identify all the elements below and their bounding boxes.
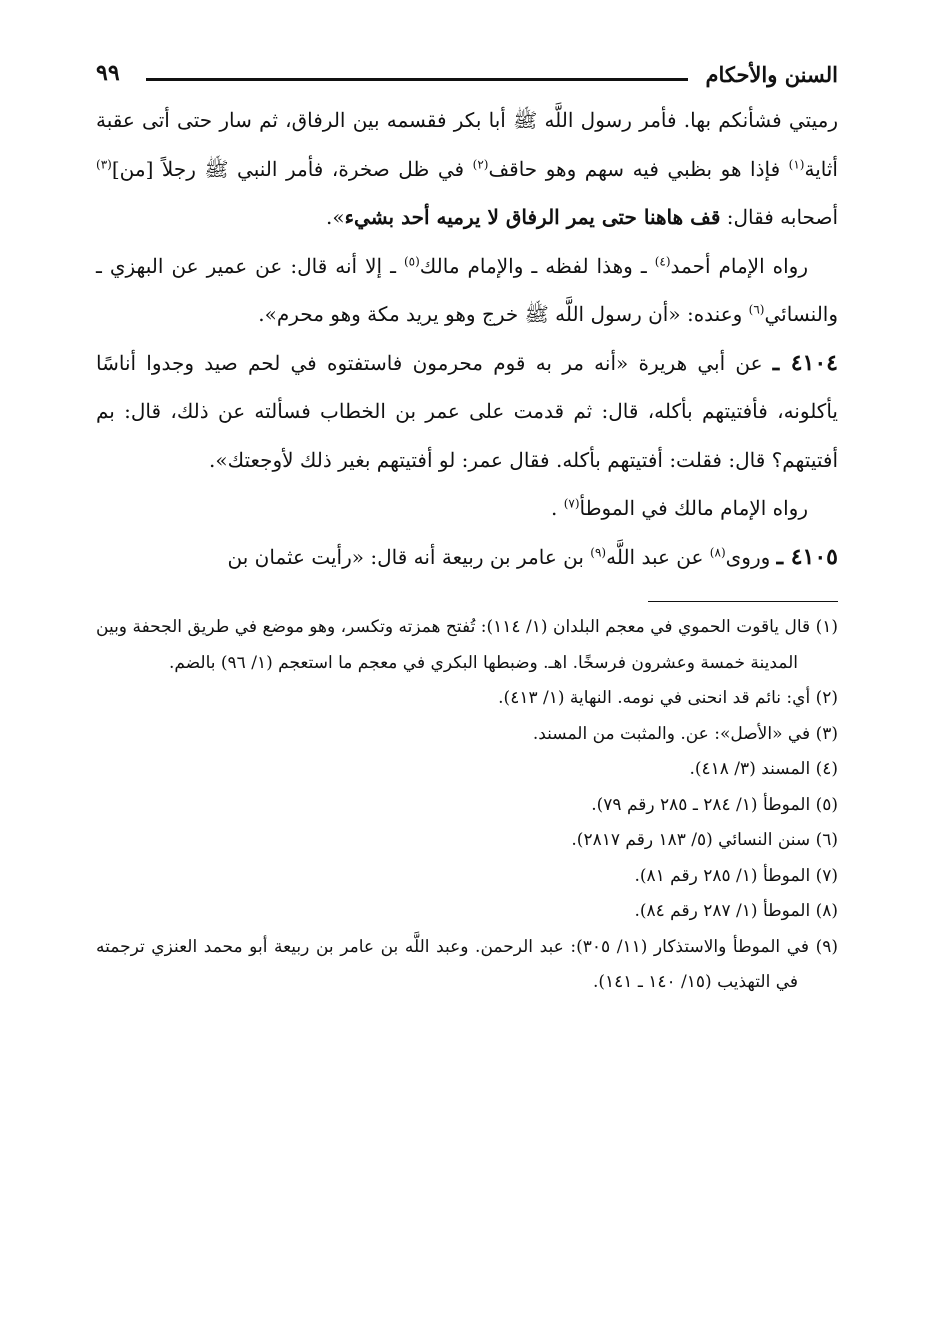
footnote-5: (٥) الموطأ (١/ ٢٨٤ ـ ٢٨٥ رقم ٧٩).: [591, 794, 838, 815]
footnote-2: (٢) أي: نائم قد انحنى في نومه. النهاية (١/ ٤١٣).: [498, 688, 838, 708]
text-segment: .: [550, 496, 564, 520]
text-segment: رميتي فشأنكم بها. فأمر رسول اللَّه ﷺ أبا بكر فقسمه بين الرفاق، ثم سار حتى أتى عقبة أثاية: [96, 108, 838, 181]
hadith-number: ٤١٠٥ ـ: [776, 543, 838, 570]
footnotes: [96, 610, 838, 1001]
footnote-1: (١) قال ياقوت الحموي في معجم البلدان (١/ ١١٤): تُفتح همزته وتكسر، وهو موضع في طريق الجحفة وبين المدينة خمسة وعشرون فرسخًا. اهـ. وضبطها البكري في معجم ما استعجم (١/ ٩٦) بالضم.: [96, 617, 838, 673]
paragraph-1: [96, 96, 838, 242]
footnote-4: (٤) المسند (٣/ ٤١٨).: [689, 759, 838, 779]
hadith-quote-bold: قف هاهنا حتى يمر الرفاق لا يرميه أحد بشيء: [344, 205, 721, 229]
footnote-9: (٩) في الموطأ والاستذكار (١١/ ٣٠٥): عبد الرحمن. وعبد اللَّه بن عامر بن ربيعة أبو محمد العنزي ترجمته في التهذيب (١٥/ ١٤٠ ـ ١٤١).: [96, 936, 839, 992]
page-number: ٩٩: [96, 60, 120, 86]
hadith-4105: [96, 533, 838, 582]
text-segment: وعنده: «أن رسول اللَّه ﷺ خرج وهو يريد مكة وهو محرم».: [258, 302, 749, 326]
paragraph-2: [96, 242, 838, 339]
text-segment: وروى: [725, 544, 777, 569]
text-segment: ـ وهذا لفظه ـ والإمام مالك: [419, 253, 655, 278]
text-segment: ».: [326, 205, 345, 229]
footnote-separator: [648, 601, 838, 602]
text-segment: في ظل صخرة، فأمر النبي ﷺ رجلاً [من]: [111, 156, 473, 181]
text-segment: رواه الإمام مالك في الموطأ: [579, 496, 808, 520]
footnote-ref-7: (٧): [563, 496, 580, 511]
footnote-7: (٧) الموطأ (١/ ٢٨٥ رقم ٨١).: [634, 865, 838, 886]
paragraph-4: [96, 484, 838, 533]
footnote-8: (٨) الموطأ (١/ ٢٨٧ رقم ٨٤).: [634, 901, 838, 921]
footnote-ref-6: (٦): [748, 302, 765, 317]
footnote-ref-8: (٨): [709, 544, 726, 559]
footnote-ref-1: (١): [788, 156, 805, 171]
footnote-ref-9: (٩): [590, 544, 607, 559]
text-segment: رواه الإمام أحمد: [670, 253, 809, 278]
main-text: [96, 96, 838, 581]
footnote-3: (٣) في «الأصل»: عن. والمثبت من المسند.: [532, 723, 838, 744]
page-header: [96, 50, 838, 96]
footnote-ref-4: (٤): [654, 253, 671, 268]
running-title: السنن والأحكام: [705, 62, 838, 87]
footnote-ref-5: (٥): [403, 253, 420, 268]
header-rule: [146, 78, 688, 81]
text-segment: ـ إلا أنه قال: عن عمير عن البهزي ـ والنسائي: [96, 253, 838, 326]
hadith-number: ٤١٠٤ ـ: [772, 349, 838, 376]
footnote-ref-3: (٣): [96, 156, 112, 171]
footnote-ref-2: (٢): [472, 156, 489, 171]
text-segment: عن أبي هريرة «أنه مر به قوم محرمون فاستفتوه في لحم صيد وجدوا أناسًا يأكلونه، فأفتيتهم بأكله، قال: ثم قدمت على عمر بن الخطاب فسألته عن ذلك، قال: بم أفتيتهم؟ قال: فقلت: أفتيتهم بأكله. فقال عمر: لو أفتيتهم بغير ذلك لأوجعتك».: [96, 350, 838, 472]
footnote-6: (٦) سنن النسائي (٥/ ١٨٣ رقم ٢٨١٧).: [571, 830, 838, 850]
hadith-4104: [96, 339, 838, 485]
book-page: [96, 50, 838, 1001]
text-segment: بن عامر بن ربيعة أنه قال: «رأيت عثمان بن: [227, 544, 591, 569]
text-segment: أصحابه فقال:: [720, 205, 838, 229]
text-segment: فإذا هو بظبي فيه سهم وهو حاقف: [488, 156, 789, 181]
text-segment: عن عبد اللَّه: [606, 544, 710, 569]
